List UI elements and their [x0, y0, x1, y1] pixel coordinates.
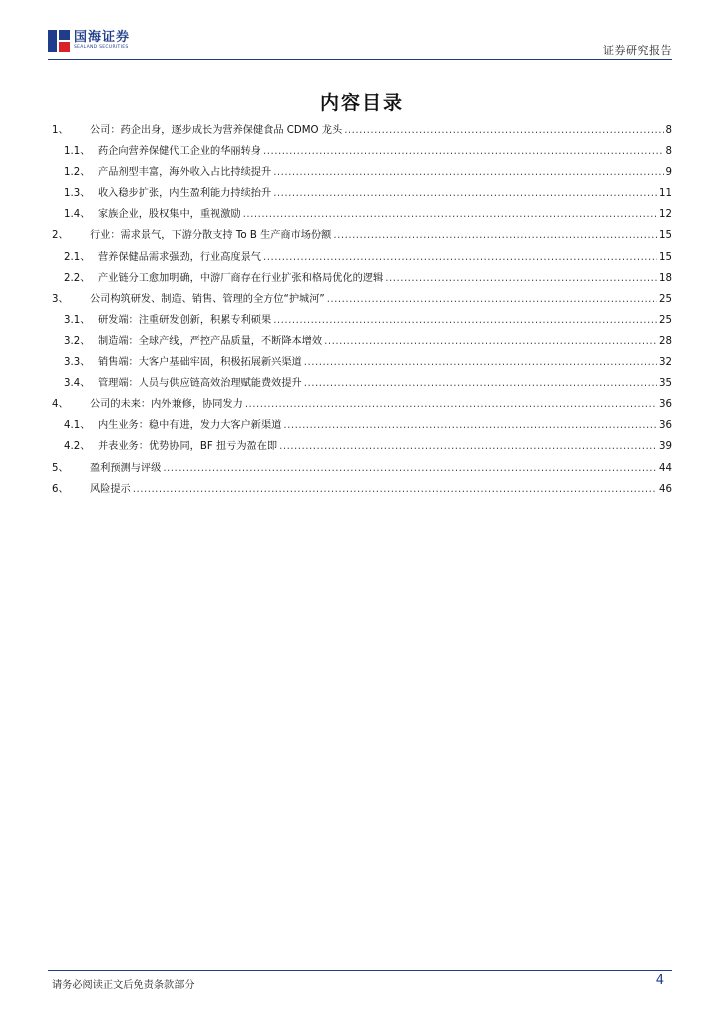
toc-dot-leader	[279, 436, 657, 457]
toc-entry-title: 公司：药企出身，逐步成长为营养保健食品 CDMO 龙头	[90, 125, 343, 136]
toc-entry-number: 3.3、	[64, 357, 91, 369]
toc-entry-number: 3.2、	[64, 335, 91, 347]
toc-entry-page: 9	[665, 167, 672, 179]
toc-entry-number: 1.1、	[64, 146, 91, 158]
toc-entry-page: 8	[665, 146, 672, 158]
toc-dot-leader	[273, 162, 663, 183]
toc-entry[interactable]	[52, 141, 672, 162]
toc-entry[interactable]	[52, 394, 672, 415]
toc-entry-page: 12	[659, 209, 672, 221]
toc-entry-page: 15	[659, 230, 672, 242]
toc-entry[interactable]	[52, 331, 672, 352]
page-title: 内容目录	[319, 92, 404, 114]
toc-entry-title: 研发端：注重研发创新，积累专利硕果	[98, 314, 272, 326]
toc-dot-leader	[273, 310, 657, 331]
header-divider	[48, 59, 672, 60]
toc-entry-title: 风险提示	[90, 483, 131, 495]
toc-dot-leader	[133, 479, 657, 500]
toc-entry[interactable]	[52, 268, 672, 289]
toc-entry-number: 6、	[52, 483, 69, 495]
toc-dot-leader	[324, 331, 657, 352]
toc-entry-title: 内生业务：稳中有进，发力大客户新渠道	[98, 420, 282, 432]
toc-entry-number: 4、	[52, 399, 69, 411]
toc-entry-page: 39	[659, 441, 672, 453]
report-type-label: 证券研究报告	[603, 44, 672, 57]
toc-entry[interactable]	[52, 183, 672, 204]
toc-entry[interactable]	[52, 120, 672, 141]
footer-page-number: 4	[655, 973, 664, 988]
toc-entry-number: 1、	[52, 125, 69, 136]
toc-entry-page: 44	[659, 462, 672, 474]
footer-disclaimer: 请务必阅读正文后免责条款部分	[52, 980, 195, 991]
toc-entry-page: 8	[665, 125, 672, 136]
toc-entry-page: 36	[659, 399, 672, 411]
toc-entry-number: 2.2、	[64, 272, 91, 284]
toc-entry-number: 4.2、	[64, 441, 91, 453]
toc-dot-leader	[333, 225, 657, 246]
toc-entry-number: 3.1、	[64, 314, 91, 326]
toc-dot-leader	[263, 247, 657, 268]
toc-entry[interactable]	[52, 247, 672, 268]
toc-entry-page: 28	[659, 335, 672, 347]
toc-entry[interactable]	[52, 436, 672, 457]
toc-dot-leader	[344, 120, 663, 141]
toc-dot-leader	[243, 204, 657, 225]
toc-entry-page: 18	[659, 272, 672, 284]
toc-entry-page: 25	[659, 293, 672, 305]
toc-entry-title: 药企向营养保健代工企业的华丽转身	[98, 146, 261, 158]
toc-entry-title: 并表业务：优势协同，BF 扭亏为盈在即	[98, 441, 278, 453]
toc-entry-page: 32	[659, 357, 672, 369]
toc-entry-title: 产品剂型丰富，海外收入占比持续提升	[98, 167, 272, 179]
toc-entry-page: 15	[659, 251, 672, 263]
toc-entry-title: 盈利预测与评级	[90, 462, 162, 474]
toc-entry[interactable]	[52, 162, 672, 183]
toc-entry[interactable]	[52, 373, 672, 394]
toc-dot-leader	[327, 289, 657, 310]
toc-entry-title: 管理端：人员与供应链高效治理赋能费效提升	[98, 378, 302, 390]
toc-dot-leader	[385, 268, 657, 289]
table-of-contents	[52, 120, 672, 500]
toc-entry-number: 5、	[52, 462, 69, 474]
toc-entry-title: 销售端：大客户基础牢固，积极拓展新兴渠道	[98, 357, 302, 369]
toc-entry-number: 1.4、	[64, 209, 91, 221]
toc-dot-leader	[263, 141, 664, 162]
toc-entry-number: 2.1、	[64, 251, 91, 263]
toc-entry[interactable]	[52, 415, 672, 436]
toc-entry[interactable]	[52, 479, 672, 500]
footer-divider	[48, 970, 672, 971]
toc-entry-number: 1.3、	[64, 188, 91, 200]
toc-entry-number: 3.4、	[64, 378, 91, 390]
toc-dot-leader	[283, 415, 657, 436]
toc-entry-page: 25	[659, 314, 672, 326]
toc-entry-title: 收入稳步扩张，内生盈利能力持续抬升	[98, 188, 272, 200]
toc-entry-page: 36	[659, 420, 672, 432]
logo-mark-icon	[48, 30, 70, 52]
toc-dot-leader	[163, 458, 657, 479]
toc-dot-leader	[273, 183, 657, 204]
toc-entry-page: 35	[659, 378, 672, 390]
logo-chinese-name: 国海证券	[74, 30, 131, 46]
toc-entry[interactable]	[52, 225, 672, 246]
toc-entry-title: 公司构筑研发、制造、销售、管理的全方位“护城河”	[90, 293, 325, 305]
toc-entry-number: 1.2、	[64, 167, 91, 179]
toc-entry-title: 公司的未来：内外兼修，协同发力	[90, 399, 243, 411]
toc-entry[interactable]	[52, 289, 672, 310]
toc-entry-title: 制造端：全球产线，严控产品质量，不断降本增效	[98, 335, 323, 347]
toc-entry-number: 3、	[52, 293, 69, 305]
toc-entry-title: 营养保健品需求强劲，行业高度景气	[98, 251, 261, 263]
toc-dot-leader	[304, 352, 657, 373]
page-header	[48, 28, 672, 62]
toc-entry-page: 46	[659, 483, 672, 495]
toc-dot-leader	[245, 394, 657, 415]
toc-entry[interactable]	[52, 310, 672, 331]
company-logo	[48, 30, 130, 52]
toc-entry-title: 家族企业，股权集中，重视激励	[98, 209, 241, 221]
toc-entry-title: 产业链分工愈加明确，中游厂商存在行业扩张和格局优化的逻辑	[98, 272, 384, 284]
toc-entry[interactable]	[52, 352, 672, 373]
toc-entry-number: 2、	[52, 230, 69, 242]
toc-entry-title: 行业：需求景气，下游分散支持 To B 生产商市场份额	[90, 230, 332, 242]
toc-entry-number: 4.1、	[64, 420, 91, 432]
toc-entry-page: 11	[659, 188, 672, 200]
logo-english-name: SEALAND SECURITIES	[74, 45, 129, 51]
toc-dot-leader	[304, 373, 657, 394]
toc-entry[interactable]	[52, 458, 672, 479]
toc-entry[interactable]	[52, 204, 672, 225]
